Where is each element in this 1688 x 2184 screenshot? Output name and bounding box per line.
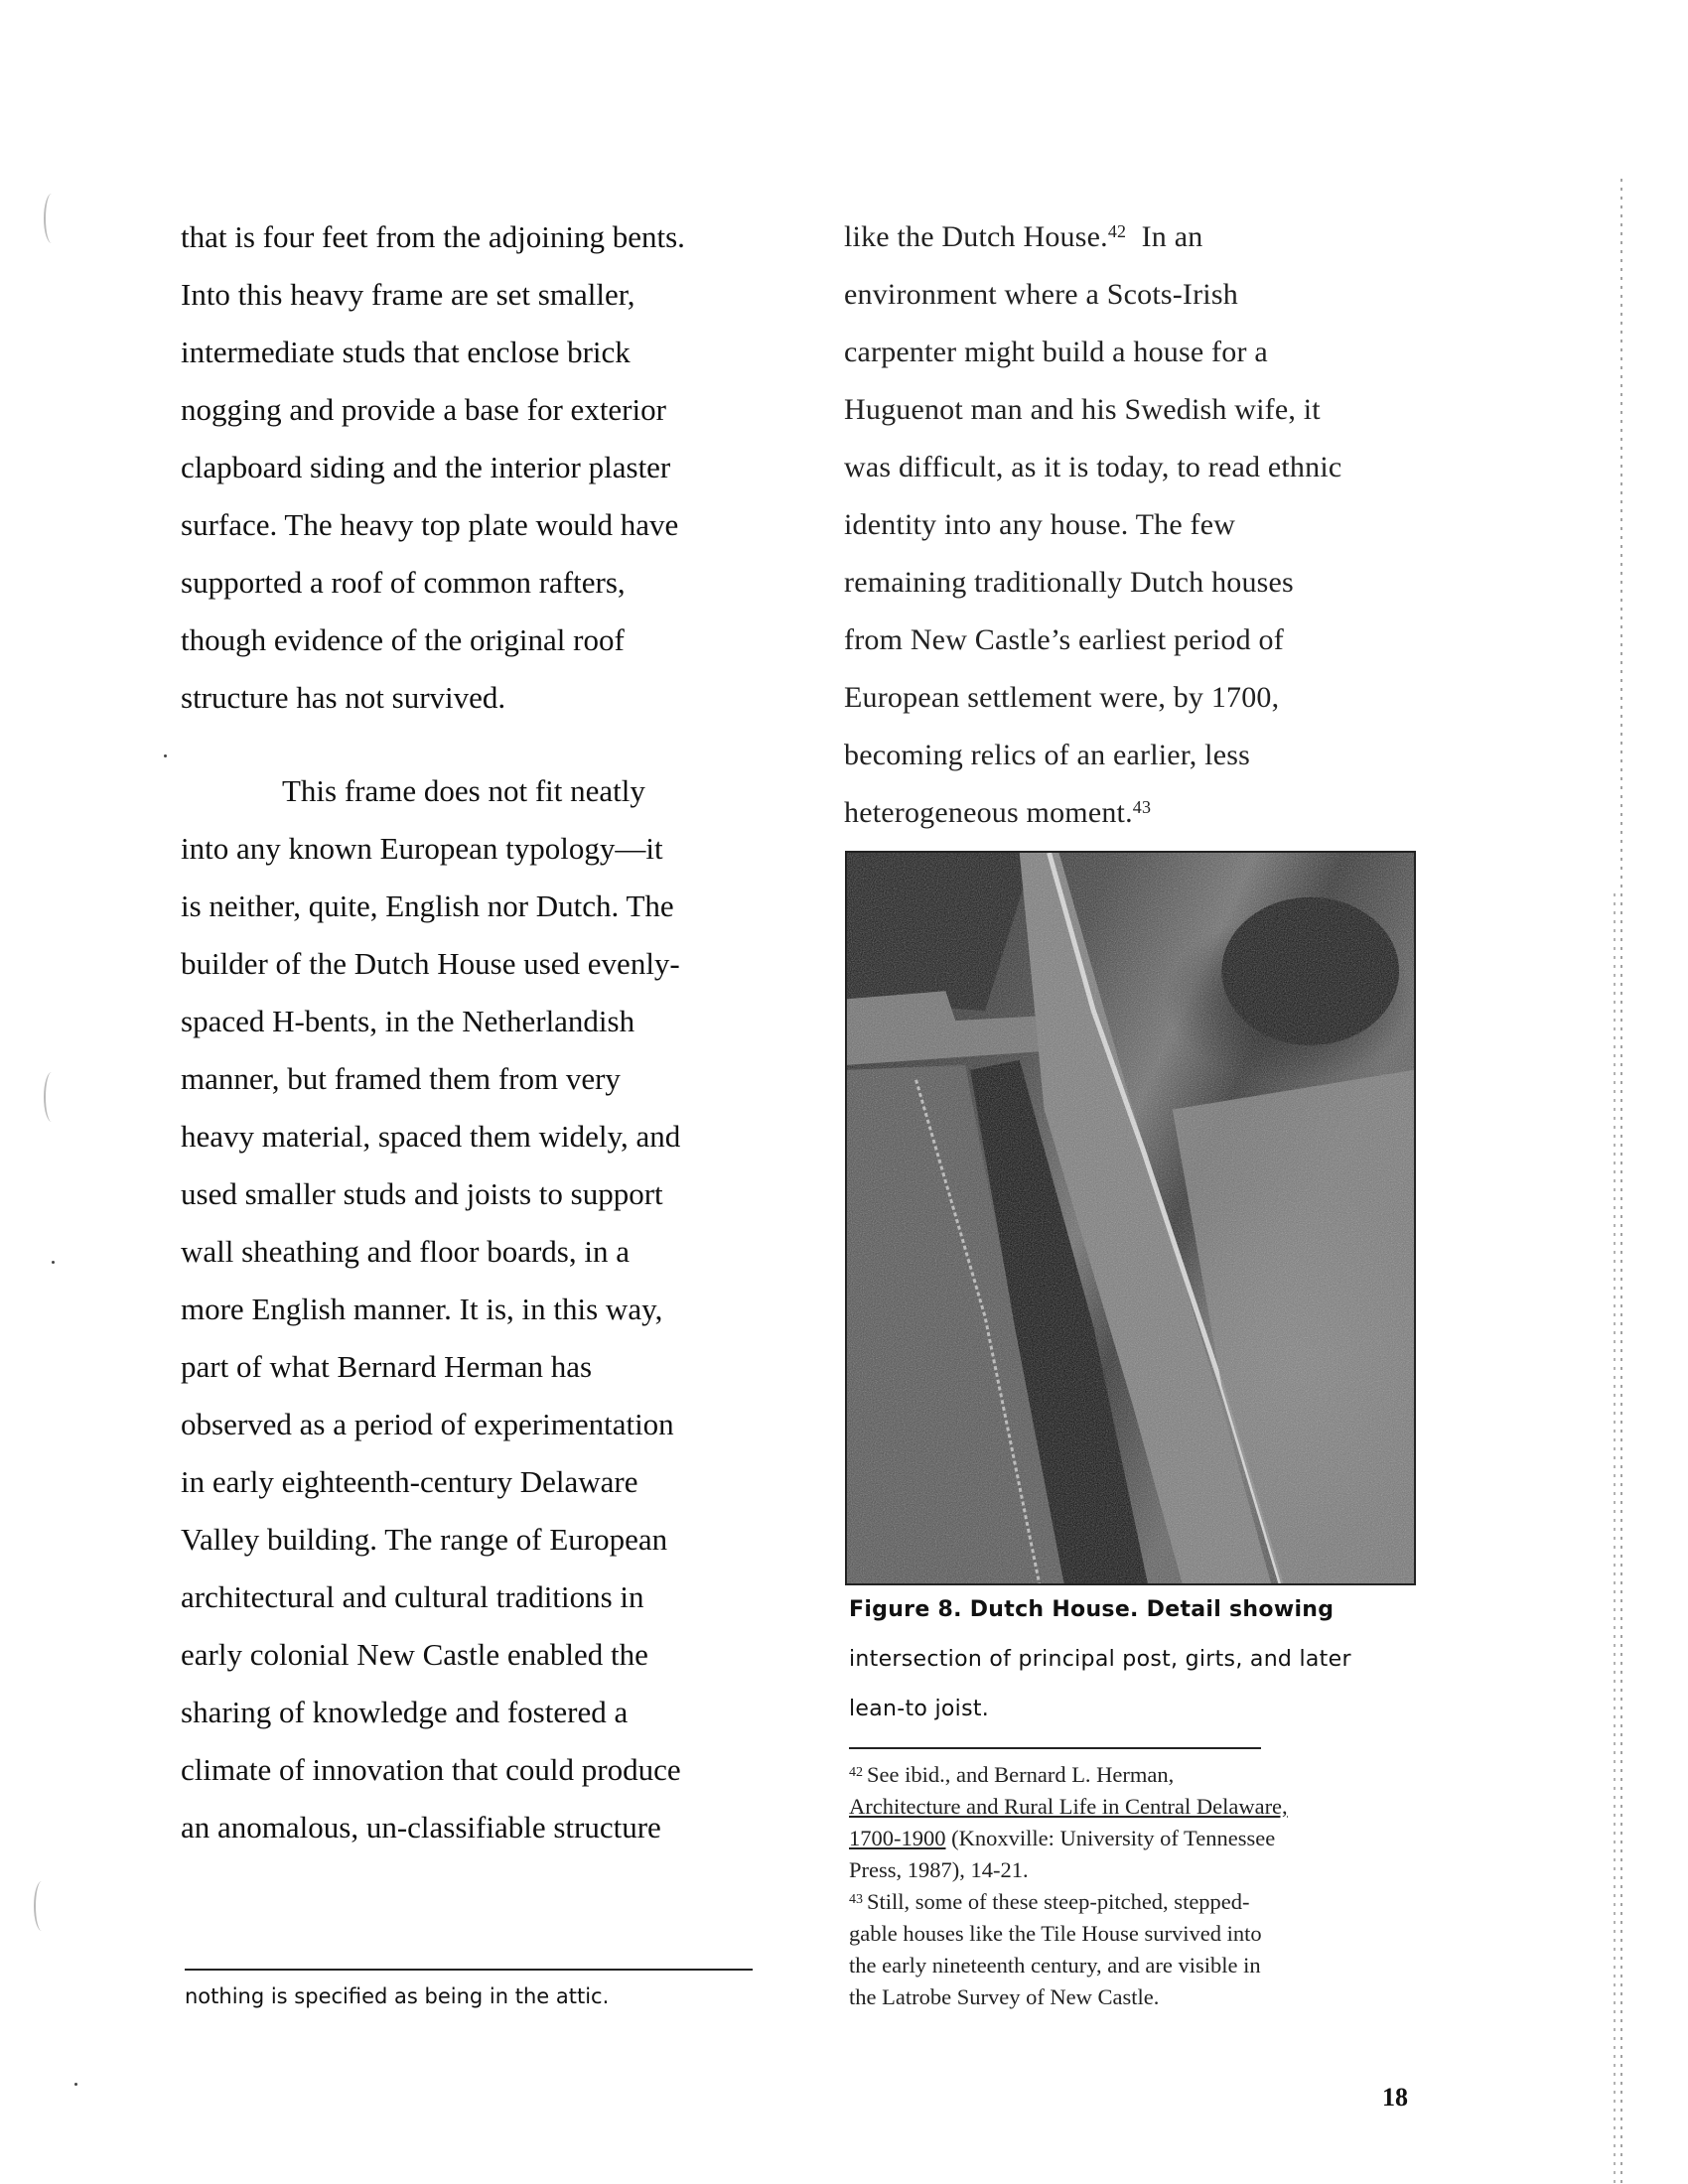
margin-mark xyxy=(34,1881,50,1931)
text-line: intermediate studs that enclose brick xyxy=(181,335,631,369)
margin-mark xyxy=(44,1072,60,1122)
text-line: architectural and cultural traditions in xyxy=(181,1579,644,1614)
left-column xyxy=(181,208,757,1856)
footnote-separator xyxy=(849,1747,1261,1749)
text-line: from New Castle’s earliest period of xyxy=(844,623,1284,656)
text-line: in early eighteenth-century Delaware xyxy=(181,1464,638,1499)
caption-line: intersection of principal post, girts, and later xyxy=(849,1647,1351,1672)
text-line: supported a roof of common rafters, xyxy=(181,565,626,600)
footnote-number: 42 xyxy=(849,1765,863,1780)
text-line: This frame does not fit neatly xyxy=(282,773,645,808)
caption-line: Figure 8. Dutch House. Detail showing xyxy=(849,1597,1335,1622)
timber-frame-photo-icon xyxy=(847,853,1414,1583)
scan-speck xyxy=(164,754,167,757)
figure-caption xyxy=(849,1585,1425,1734)
figure-8-photo xyxy=(845,851,1416,1585)
text-line: Into this heavy frame are set smaller, xyxy=(181,277,635,312)
text-line: climate of innovation that could produce xyxy=(181,1752,681,1787)
text-line: surface. The heavy top plate would have xyxy=(181,507,679,542)
text-line: environment where a Scots-Irish xyxy=(844,278,1238,311)
footnote-continuation: nothing is specified as being in the attic. xyxy=(185,1984,610,2008)
footnotes xyxy=(849,1759,1425,2013)
citation-title: 1700-1900 xyxy=(849,1826,946,1850)
footnote-43: $^{43}$ Still, some of these steep-pitched, stepped- gable houses like the Tile House survived into the early nineteenth century, and are visible in the Latrobe Survey of New Castle. xyxy=(849,1889,1262,2009)
text-line: an anomalous, un-classifiable structure xyxy=(181,1810,661,1844)
text-line: European settlement were, by 1700, xyxy=(844,681,1280,714)
page-number: 18 xyxy=(1382,2083,1408,2112)
text-line: clapboard siding and the interior plaster xyxy=(181,450,671,484)
text-line: that is four feet from the adjoining bents. xyxy=(181,219,685,254)
scan-edge-artifact xyxy=(1620,179,1622,2184)
margin-mark xyxy=(44,194,60,243)
right-column xyxy=(844,208,1420,842)
scan-speck xyxy=(74,2083,77,2086)
footnote-separator xyxy=(185,1969,753,1971)
scan-edge-artifact xyxy=(1614,893,1616,2184)
footnote-ref-42[interactable]: 42 xyxy=(1107,221,1127,241)
text-line: like the Dutch House.$^{42}$ In an xyxy=(844,220,1203,253)
paragraph-2 xyxy=(181,762,757,1856)
text-line: builder of the Dutch House used evenly- xyxy=(181,946,680,981)
caption-line: lean-to joist. xyxy=(849,1697,990,1721)
text-line: early colonial New Castle enabled the xyxy=(181,1637,648,1672)
text-line: though evidence of the original roof xyxy=(181,622,625,657)
text-line: manner, but framed them from very xyxy=(181,1061,621,1096)
text-line: heterogeneous moment.$^{43}$ xyxy=(844,796,1152,829)
footnote-ref-43[interactable]: 43 xyxy=(1132,797,1152,817)
text-line: becoming relics of an earlier, less xyxy=(844,739,1250,771)
text-line: carpenter might build a house for a xyxy=(844,336,1268,368)
text-line: was difficult, as it is today, to read ethnic xyxy=(844,451,1342,483)
text-line: Valley building. The range of European xyxy=(181,1522,668,1557)
text-line: observed as a period of experimentation xyxy=(181,1407,674,1441)
text-line: heavy material, spaced them widely, and xyxy=(181,1119,681,1154)
text-line: wall sheathing and floor boards, in a xyxy=(181,1234,630,1269)
text-line: remaining traditionally Dutch houses xyxy=(844,566,1294,599)
text-line: is neither, quite, English nor Dutch. The xyxy=(181,888,674,923)
text-line: sharing of knowledge and fostered a xyxy=(181,1695,629,1729)
text-line: spaced H-bents, in the Netherlandish xyxy=(181,1004,635,1038)
text-line: part of what Bernard Herman has xyxy=(181,1349,593,1384)
paragraph-1 xyxy=(181,208,757,727)
text-line: into any known European typology—it xyxy=(181,831,663,866)
citation-title: Architecture and Rural Life in Central Delaware, xyxy=(849,1794,1288,1819)
text-line: structure has not survived. xyxy=(181,680,506,715)
text-line: nogging and provide a base for exterior xyxy=(181,392,666,427)
text-line: Huguenot man and his Swedish wife, it xyxy=(844,393,1321,426)
text-line: identity into any house. The few xyxy=(844,508,1236,541)
footnote-number: 43 xyxy=(849,1892,863,1907)
text-line: more English manner. It is, in this way, xyxy=(181,1292,663,1326)
scan-speck xyxy=(52,1261,55,1264)
text-line: used smaller studs and joists to support xyxy=(181,1176,663,1211)
footnote-42: $^{42}$ See ibid., and Bernard L. Herman, Architecture and Rural Life in Central Delaware, 1700-1900 (Knoxville: University of Tennessee Press, 1987), 14-21. xyxy=(849,1759,1425,1886)
